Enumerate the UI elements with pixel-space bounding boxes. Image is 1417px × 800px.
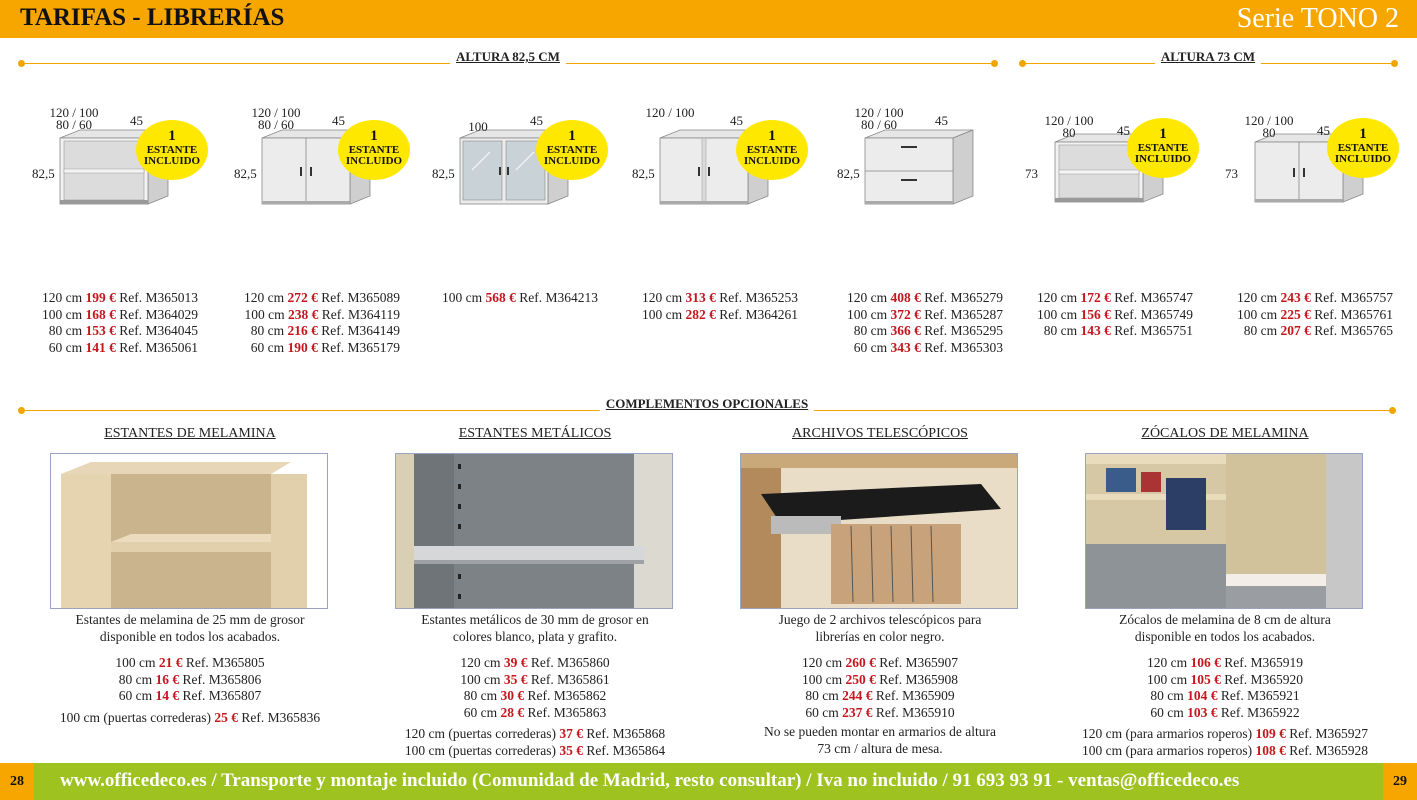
description-line: disponible en todos los acabados. <box>99 628 281 644</box>
width-dimension-label: 120 / 100 <box>251 105 301 120</box>
price-row <box>1221 307 1393 324</box>
reference-code: Ref. M365253 <box>719 290 798 305</box>
size-label: 80 cm <box>118 671 153 687</box>
price-row <box>26 340 198 357</box>
series-name: Serie TONO 2 <box>1236 3 1399 34</box>
melamine-shelf-image <box>51 454 327 608</box>
reference-code: Ref. M364029 <box>119 306 198 322</box>
price-value: 238 € <box>288 306 319 322</box>
reference-code: Ref. M365751 <box>1114 323 1193 339</box>
shelf-included-badge <box>1127 118 1199 178</box>
price-list <box>1221 290 1393 340</box>
reference-code: Ref. M365061 <box>119 339 198 355</box>
price-value: 372 € <box>890 306 921 322</box>
reference-code: Ref. M365757 <box>1314 290 1393 305</box>
price-list <box>228 290 400 356</box>
depth-dimension-label: 45 <box>935 113 948 128</box>
width-dimension-label-2: 80 / 60 <box>860 117 898 132</box>
badge-number: 1 <box>568 128 576 144</box>
page-header <box>0 0 1417 38</box>
height-dimension-label: 82,5 <box>234 166 257 181</box>
price-row <box>1021 307 1193 324</box>
optional-price-list <box>700 655 1060 721</box>
description-line: Estantes de melamina de 25 mm de grosor <box>75 612 305 627</box>
price-row <box>1045 688 1405 705</box>
reference-code: Ref. M365806 <box>182 671 262 687</box>
size-label: 100 cm <box>244 306 285 322</box>
reference-code: Ref. M365295 <box>924 323 1003 339</box>
reference-code: Ref. M365765 <box>1314 323 1393 339</box>
badge-line-2: INCLUIDO <box>345 155 403 167</box>
price-value: 39 € <box>503 655 528 670</box>
extra-price-row <box>1045 726 1405 743</box>
badge-number: 1 <box>1359 126 1367 142</box>
size-label: 80 cm <box>853 323 888 339</box>
page-footer <box>0 763 1417 800</box>
reference-code: Ref. M365761 <box>1314 306 1393 322</box>
width-dimension-label: 120 / 100 <box>645 105 695 120</box>
price-row <box>700 655 1060 672</box>
size-label: 120 cm (puertas correderas) <box>404 726 556 742</box>
price-value: 225 € <box>1280 306 1311 322</box>
reference-code: Ref. M365807 <box>182 688 262 704</box>
reference-code: Ref. M365863 <box>527 704 607 720</box>
badge-line-2: INCLUIDO <box>1334 153 1392 165</box>
price-row <box>355 672 715 689</box>
description-line: colores blanco, plata y grafito. <box>452 628 618 644</box>
size-label: 80 cm <box>463 688 498 704</box>
reference-code: Ref. M365864 <box>586 742 666 758</box>
width-dimension-label-2: 80 <box>1062 125 1076 140</box>
melamine-shelf-photo <box>50 453 328 609</box>
price-row <box>700 672 1060 689</box>
price-value: 366 € <box>890 323 921 339</box>
section-title-altura-73: ALTURA 73 CM <box>1155 49 1261 65</box>
size-label: 100 cm <box>1037 306 1078 322</box>
shelf-included-badge <box>136 120 208 180</box>
page-title: TARIFAS - LIBRERÍAS <box>20 4 285 31</box>
price-row <box>26 290 198 307</box>
extra-price-row <box>355 726 715 743</box>
price-row <box>1221 323 1393 340</box>
optional-price-list <box>10 655 370 726</box>
size-label: 60 cm <box>250 339 285 355</box>
price-value: 28 € <box>500 704 525 720</box>
size-label: 80 cm <box>805 688 839 704</box>
size-label: 100 cm <box>1237 306 1278 322</box>
description-line: Zócalos de melamina de 8 cm de altura <box>1119 612 1331 627</box>
optional-title: ARCHIVOS TELESCÓPICOS <box>792 426 968 441</box>
description-line: disponible en todos los acabados. <box>1134 628 1316 644</box>
size-label: 120 cm <box>460 655 501 670</box>
depth-dimension-label: 45 <box>1117 123 1130 138</box>
badge-number: 1 <box>1159 126 1167 142</box>
price-list <box>426 290 598 307</box>
price-row <box>1045 705 1405 722</box>
height-dimension-label: 82,5 <box>432 166 455 181</box>
price-row <box>1045 672 1405 689</box>
price-value: 14 € <box>155 688 180 704</box>
price-value: 272 € <box>287 290 318 305</box>
height-dimension-label: 73 <box>1025 166 1038 181</box>
reference-code: Ref. M365805 <box>185 655 265 670</box>
price-row <box>831 307 1003 324</box>
price-list <box>626 290 798 323</box>
width-dimension-label: 120 / 100 <box>854 105 904 120</box>
price-value: 106 € <box>1190 655 1221 670</box>
reference-code: Ref. M365928 <box>1289 742 1369 758</box>
price-row <box>831 340 1003 357</box>
shelf-included-badge <box>1327 118 1399 178</box>
badge-line-1: ESTANTE <box>348 144 400 156</box>
reference-code: Ref. M364261 <box>719 306 798 322</box>
metal-shelf-image <box>396 454 672 608</box>
price-value: 108 € <box>1255 742 1286 758</box>
size-label: 120 cm <box>847 290 888 305</box>
size-label: 100 cm <box>642 306 683 322</box>
size-label: 80 cm <box>48 323 83 339</box>
page-number-left: 28 <box>0 763 34 800</box>
price-value: 260 € <box>845 655 876 670</box>
extra-price-row <box>1045 743 1405 760</box>
size-label: 100 cm <box>1147 671 1188 687</box>
shelf-included-badge <box>536 120 608 180</box>
reference-code: Ref. M365927 <box>1289 726 1369 742</box>
metal-shelf-photo <box>395 453 673 609</box>
price-value: 103 € <box>1187 704 1218 720</box>
extra-price-row <box>355 743 715 760</box>
depth-dimension-label: 45 <box>130 113 143 128</box>
size-label: 60 cm <box>853 339 888 355</box>
size-label: 80 cm <box>1043 323 1078 339</box>
price-row <box>26 323 198 340</box>
height-dimension-label: 82,5 <box>632 166 655 181</box>
reference-code: Ref. M365908 <box>879 671 958 687</box>
note-line: 73 cm / altura de mesa. <box>817 740 943 756</box>
price-row <box>700 705 1060 722</box>
price-value: 25 € <box>214 709 238 725</box>
reference-code: Ref. M365920 <box>1224 671 1303 687</box>
price-list <box>831 290 1003 356</box>
price-row <box>700 688 1060 705</box>
height-dimension-label: 73 <box>1225 166 1238 181</box>
height-dimension-label: 82,5 <box>32 166 55 181</box>
size-label: 120 cm <box>244 290 285 305</box>
section-title-complementos: COMPLEMENTOS OPCIONALES <box>600 396 814 412</box>
shelf-included-badge <box>736 120 808 180</box>
price-row <box>1021 323 1193 340</box>
size-label: 100 cm <box>115 655 156 670</box>
size-label: 120 cm (para armarios roperos) <box>1081 726 1253 742</box>
page-number-right: 29 <box>1383 763 1417 800</box>
badge-line-1: ESTANTE <box>1337 142 1389 154</box>
description-line: librerías en color negro. <box>815 628 945 644</box>
depth-dimension-label: 45 <box>730 113 743 128</box>
price-value: 35 € <box>559 742 583 758</box>
size-label: 80 cm <box>1150 688 1184 704</box>
price-row <box>1221 290 1393 307</box>
price-value: 343 € <box>890 339 921 355</box>
price-value: 104 € <box>1187 688 1218 704</box>
badge-line-2: INCLUIDO <box>1134 153 1192 165</box>
size-label: 100 cm <box>802 671 843 687</box>
rule-dot <box>1391 60 1398 67</box>
price-row <box>831 290 1003 307</box>
price-row <box>426 290 598 307</box>
cabinet-illustration <box>835 118 995 248</box>
telescopic-file-photo <box>740 453 1018 609</box>
optional-title: ESTANTES METÁLICOS <box>458 426 612 441</box>
optional-description <box>10 612 370 645</box>
reference-code: Ref. M365749 <box>1114 306 1193 322</box>
price-value: 207 € <box>1280 323 1311 339</box>
reference-code: Ref. M365910 <box>875 704 955 720</box>
price-row <box>355 655 715 672</box>
optional-price-list <box>1045 655 1405 760</box>
size-label: 60 cm <box>118 688 153 704</box>
size-label: 80 cm <box>250 323 285 339</box>
price-value: 16 € <box>155 671 180 687</box>
price-value: 21 € <box>158 655 183 670</box>
size-label: 100 cm <box>847 306 888 322</box>
price-row <box>626 307 798 324</box>
reference-code: Ref. M365287 <box>924 306 1003 322</box>
price-list <box>26 290 198 356</box>
price-value: 141 € <box>85 339 116 355</box>
price-row <box>831 323 1003 340</box>
price-row <box>228 323 400 340</box>
badge-line-1: ESTANTE <box>546 144 598 156</box>
extra-price-row <box>10 710 370 727</box>
price-value: 190 € <box>287 339 318 355</box>
badge-number: 1 <box>168 128 176 144</box>
depth-dimension-label: 45 <box>530 113 543 128</box>
size-label: 100 cm (para armarios roperos) <box>1081 742 1253 758</box>
badge-number: 1 <box>768 128 776 144</box>
size-label: 80 cm <box>1243 323 1278 339</box>
price-row <box>10 688 370 705</box>
rule-dot <box>1389 407 1396 414</box>
price-value: 172 € <box>1080 290 1111 305</box>
size-label: 60 cm <box>48 339 83 355</box>
badge-line-2: INCLUIDO <box>743 155 801 167</box>
reference-code: Ref. M365907 <box>879 655 958 670</box>
price-value: 568 € <box>485 290 516 305</box>
optional-title: ZÓCALOS DE MELAMINA <box>1141 426 1309 441</box>
badge-line-1: ESTANTE <box>146 144 198 156</box>
size-label: 120 cm <box>1037 290 1078 305</box>
size-label: 120 cm <box>802 655 843 670</box>
note-line: No se pueden montar en armarios de altura <box>763 724 997 739</box>
price-row <box>1045 655 1405 672</box>
price-value: 313 € <box>685 290 716 305</box>
size-label: 120 cm <box>42 290 83 305</box>
optional-title: ESTANTES DE MELAMINA <box>104 426 276 441</box>
size-label: 100 cm <box>460 671 501 687</box>
reference-code: Ref. M365860 <box>530 655 610 670</box>
price-value: 105 € <box>1190 671 1221 687</box>
size-label: 120 cm <box>1147 655 1188 670</box>
price-row <box>10 655 370 672</box>
reference-code: Ref. M364119 <box>321 306 400 322</box>
price-row <box>626 290 798 307</box>
reference-code: Ref. M364213 <box>519 290 598 305</box>
reference-code: Ref. M365089 <box>321 290 400 305</box>
reference-code: Ref. M364149 <box>321 323 400 339</box>
size-label: 100 cm <box>42 306 83 322</box>
optional-price-list <box>355 655 715 760</box>
width-dimension-label-2: 80 / 60 <box>257 117 295 132</box>
price-value: 408 € <box>890 290 921 305</box>
melamine-plinth-image <box>1086 454 1362 608</box>
reference-code: Ref. M365179 <box>321 339 400 355</box>
width-dimension-label: 120 / 100 <box>1244 113 1294 128</box>
size-label: 60 cm <box>1150 704 1184 720</box>
section-title-altura-825: ALTURA 82,5 CM <box>450 49 566 65</box>
reference-code: Ref. M365747 <box>1114 290 1193 305</box>
price-row <box>1021 290 1193 307</box>
price-value: 109 € <box>1255 726 1286 742</box>
reference-code: Ref. M364045 <box>119 323 198 339</box>
price-value: 244 € <box>842 688 873 704</box>
price-row <box>355 688 715 705</box>
price-row <box>228 290 400 307</box>
optional-description <box>700 612 1060 645</box>
price-value: 153 € <box>85 323 116 339</box>
melamine-plinth-photo <box>1085 453 1363 609</box>
reference-code: Ref. M365868 <box>586 726 666 742</box>
telescopic-file-image <box>741 454 1017 608</box>
price-value: 156 € <box>1080 306 1111 322</box>
price-value: 168 € <box>85 306 116 322</box>
price-value: 243 € <box>1280 290 1311 305</box>
depth-dimension-label: 45 <box>332 113 345 128</box>
price-row <box>355 705 715 722</box>
price-value: 35 € <box>503 671 528 687</box>
reference-code: Ref. M365922 <box>1220 704 1300 720</box>
size-label: 100 cm <box>442 290 483 305</box>
badge-line-1: ESTANTE <box>1137 142 1189 154</box>
price-value: 37 € <box>559 726 583 742</box>
badge-line-1: ESTANTE <box>746 144 798 156</box>
price-value: 237 € <box>842 704 873 720</box>
badge-line-2: INCLUIDO <box>143 155 201 167</box>
width-dimension-label: 120 / 100 <box>1044 113 1094 128</box>
optional-description <box>355 612 715 645</box>
size-label: 100 cm (puertas correderas) <box>59 709 211 725</box>
price-value: 216 € <box>287 323 318 339</box>
reference-code: Ref. M365279 <box>924 290 1003 305</box>
price-row <box>10 672 370 689</box>
size-label: 100 cm (puertas correderas) <box>404 742 556 758</box>
price-value: 143 € <box>1080 323 1111 339</box>
size-label: 60 cm <box>805 704 839 720</box>
reference-code: Ref. M365861 <box>530 671 610 687</box>
width-dimension-label-2: 80 <box>1262 125 1276 140</box>
price-row <box>26 307 198 324</box>
reference-code: Ref. M365919 <box>1224 655 1303 670</box>
reference-code: Ref. M365921 <box>1220 688 1300 704</box>
size-label: 120 cm <box>642 290 683 305</box>
width-dimension-label-2: 80 / 60 <box>55 117 93 132</box>
description-line: Juego de 2 archivos telescópicos para <box>778 612 982 627</box>
height-dimension-label: 82,5 <box>837 166 860 181</box>
optional-description <box>1045 612 1405 645</box>
price-value: 199 € <box>85 290 116 305</box>
width-dimension-label: 120 / 100 <box>49 105 99 120</box>
price-row <box>228 340 400 357</box>
size-label: 60 cm <box>463 704 498 720</box>
optional-note <box>700 724 1060 757</box>
size-label: 120 cm <box>1237 290 1278 305</box>
footer-contact-text: www.officedeco.es / Transporte y montaje incluido (Comunidad de Madrid, resto consultar) / Iva no incluido / 91 693 93 91 - ventas@officedeco.es <box>60 770 1240 791</box>
reference-code: Ref. M365836 <box>241 709 321 725</box>
badge-number: 1 <box>370 128 378 144</box>
badge-line-2: INCLUIDO <box>543 155 601 167</box>
price-row <box>228 307 400 324</box>
reference-code: Ref. M365303 <box>924 339 1003 355</box>
price-list <box>1021 290 1193 340</box>
price-value: 282 € <box>685 306 716 322</box>
rule-dot <box>991 60 998 67</box>
price-value: 30 € <box>500 688 525 704</box>
shelf-included-badge <box>338 120 410 180</box>
description-line: Estantes metálicos de 30 mm de grosor en <box>421 612 649 627</box>
price-value: 250 € <box>845 671 876 687</box>
depth-dimension-label: 45 <box>1317 123 1330 138</box>
reference-code: Ref. M365909 <box>875 688 955 704</box>
reference-code: Ref. M365862 <box>527 688 607 704</box>
width-dimension-label: 100 <box>468 119 488 134</box>
reference-code: Ref. M365013 <box>119 290 198 305</box>
